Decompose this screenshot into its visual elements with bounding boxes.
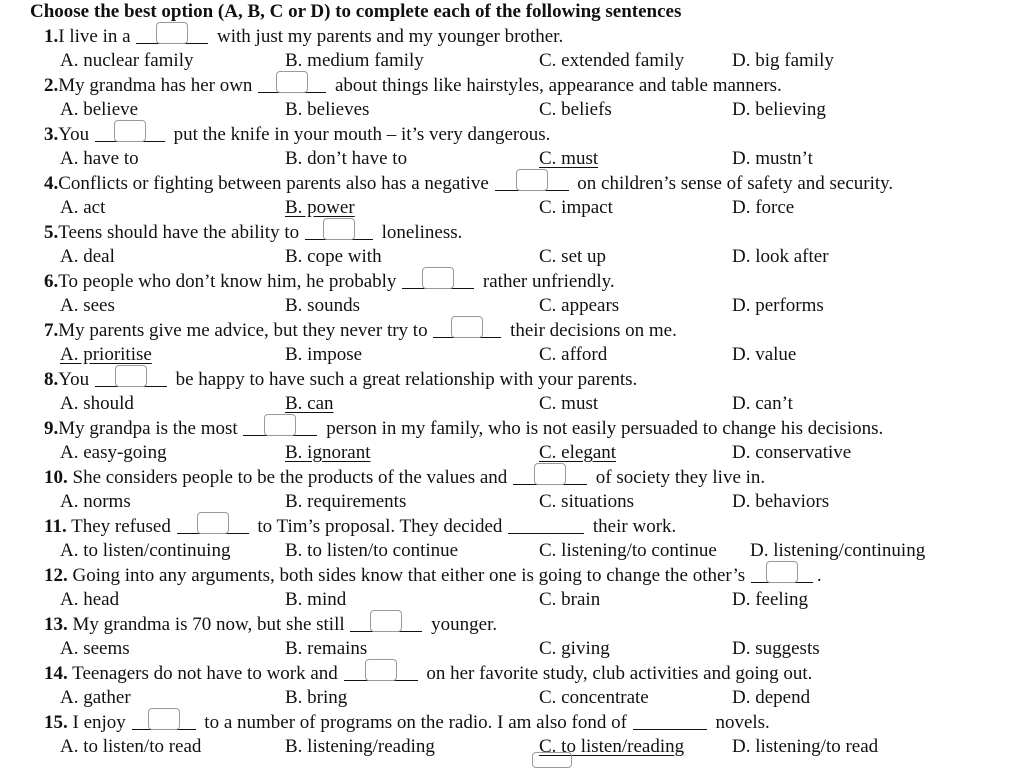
question-6 (44, 270, 615, 295)
answer-blank[interactable] (132, 711, 196, 730)
option-b[interactable]: B. listening/reading (285, 736, 435, 757)
answer-blank[interactable] (513, 466, 587, 485)
question-number: 7. (44, 319, 59, 341)
option-c[interactable]: C. to listen/reading (539, 736, 685, 757)
question-stem: Teens should have the ability to (58, 221, 300, 243)
question-number: 14. (44, 662, 68, 684)
question-stem: My grandma has her own (58, 74, 253, 96)
question-stem: You (58, 368, 90, 390)
question-3 (44, 123, 550, 148)
question-number: 13. (44, 613, 68, 635)
option-b[interactable]: B. remains (285, 638, 368, 659)
answer-blank[interactable] (495, 172, 569, 191)
option-d[interactable]: D. big family (732, 50, 834, 71)
option-a[interactable]: A. seems (60, 638, 130, 659)
question-stem: To people who don’t know him, he probably (58, 270, 397, 292)
question-stem-end: about things like hairstyles, appearance and table manners. (334, 74, 782, 96)
option-c[interactable]: C. set up (539, 246, 607, 267)
question-stem-end: their decisions on me. (510, 319, 677, 341)
option-a[interactable]: A. head (60, 589, 120, 610)
question-stem-end: on children’s sense of safety and security. (577, 172, 894, 194)
question-stem: Teenagers do not have to work and (72, 662, 338, 684)
partial-answer-box (532, 752, 572, 768)
question-number: 6. (44, 270, 59, 292)
answer-blank-2[interactable] (508, 515, 584, 534)
question-stem-end: younger. (431, 613, 498, 635)
instruction-heading: Choose the best option (A, B, C or D) to complete each of the following sentences (30, 1, 682, 22)
option-a[interactable]: A. sees (60, 295, 115, 316)
question-stem-end: be happy to have such a great relationship with your parents. (175, 368, 638, 390)
option-b[interactable]: B. requirements (285, 491, 407, 512)
option-a[interactable]: A. to listen/continuing (60, 540, 231, 561)
option-a[interactable]: A. believe (60, 99, 139, 120)
option-b[interactable]: B. power (285, 197, 355, 218)
option-a[interactable]: A. deal (60, 246, 115, 267)
question-13 (44, 613, 497, 638)
option-d[interactable]: D. look after (732, 246, 829, 267)
question-stem-end: on her favorite study, club activities and going out. (426, 662, 813, 684)
option-c[interactable]: C. concentrate (539, 687, 649, 708)
question-number: 1. (44, 25, 59, 47)
answer-blank[interactable] (136, 25, 208, 44)
question-stem-end: rather unfriendly. (482, 270, 615, 292)
option-a[interactable]: A. prioritise (60, 344, 152, 365)
answer-blank[interactable] (95, 368, 167, 387)
option-a[interactable]: A. easy-going (60, 442, 167, 463)
option-c[interactable]: C. must (539, 148, 599, 169)
question-12 (44, 564, 822, 589)
question-stem: You (58, 123, 90, 145)
question-1 (44, 25, 563, 50)
question-stem-end: with just my parents and my younger brother. (217, 25, 564, 47)
question-stem: I live in a (58, 25, 131, 47)
option-d[interactable]: D. feeling (732, 589, 808, 610)
option-b[interactable]: B. cope with (285, 246, 382, 267)
option-d[interactable]: D. mustn’t (732, 148, 813, 169)
option-d[interactable]: D. listening/continuing (750, 540, 926, 561)
question-stem: My grandma is 70 now, but she still (72, 613, 345, 635)
question-number: 11. (44, 515, 67, 537)
question-2 (44, 74, 782, 99)
question-number: 15. (44, 711, 68, 733)
option-d[interactable]: D. force (732, 197, 795, 218)
option-b[interactable]: B. to listen/to continue (285, 540, 459, 561)
answer-blank[interactable] (177, 515, 249, 534)
option-c[interactable]: C. beliefs (539, 99, 612, 120)
question-number: 3. (44, 123, 59, 145)
question-number: 8. (44, 368, 59, 390)
question-number: 4. (44, 172, 59, 194)
question-stem: My grandpa is the most (58, 417, 238, 439)
option-c[interactable]: C. giving (539, 638, 610, 659)
question-number: 10. (44, 466, 68, 488)
option-a[interactable]: A. have to (60, 148, 139, 169)
question-number: 2. (44, 74, 59, 96)
option-c[interactable]: C. brain (539, 589, 601, 610)
question-stem-end: loneliness. (381, 221, 463, 243)
question-8 (44, 368, 637, 393)
question-10 (44, 466, 765, 491)
option-d[interactable]: D. believing (732, 99, 826, 120)
option-b[interactable]: B. bring (285, 687, 348, 708)
answer-blank[interactable] (305, 221, 373, 240)
question-number: 9. (44, 417, 59, 439)
option-c[interactable]: C. must (539, 393, 599, 414)
answer-blank[interactable] (751, 564, 813, 583)
option-a[interactable]: A. norms (60, 491, 131, 512)
question-14 (44, 662, 812, 687)
option-a[interactable]: A. nuclear family (60, 50, 194, 71)
option-a[interactable]: A. should (60, 393, 134, 414)
option-b[interactable]: B. medium family (285, 50, 424, 71)
option-c[interactable]: C. situations (539, 491, 635, 512)
option-d[interactable]: D. depend (732, 687, 811, 708)
answer-blank[interactable] (95, 123, 165, 142)
option-d[interactable]: D. can’t (732, 393, 793, 414)
answer-blank[interactable] (258, 74, 326, 93)
option-a[interactable]: A. act (60, 197, 106, 218)
question-5 (44, 221, 462, 246)
answer-blank[interactable] (350, 613, 422, 632)
option-a[interactable]: A. gather (60, 687, 131, 708)
option-b[interactable]: B. sounds (285, 295, 360, 316)
option-d[interactable]: D. conservative (732, 442, 852, 463)
question-9 (44, 417, 883, 442)
option-a[interactable]: A. to listen/to read (60, 736, 202, 757)
answer-blank[interactable] (402, 270, 474, 289)
option-c[interactable]: C. impact (539, 197, 613, 218)
question-11 (44, 515, 676, 540)
question-number: 12. (44, 564, 68, 586)
option-d[interactable]: D. behaviors (732, 491, 830, 512)
question-15 (44, 711, 770, 736)
question-stem-end: person in my family, who is not easily persuaded to change his decisions. (326, 417, 884, 439)
question-stem: They refused (71, 515, 171, 537)
question-stem-end: put the knife in your mouth – it’s very dangerous. (173, 123, 551, 145)
question-stem: I enjoy (72, 711, 126, 733)
question-7 (44, 319, 677, 344)
question-stem-middle: to a number of programs on the radio. I am also fond of (204, 711, 627, 733)
option-c[interactable]: C. extended family (539, 50, 685, 71)
question-number: 5. (44, 221, 59, 243)
question-stem-middle: to Tim’s proposal. They decided (257, 515, 503, 537)
question-stem-end: of society they live in. (595, 466, 766, 488)
option-d[interactable]: D. performs (732, 295, 824, 316)
option-c[interactable]: C. appears (539, 295, 620, 316)
option-c[interactable]: C. elegant (539, 442, 617, 463)
question-4 (44, 172, 893, 197)
answer-blank-2[interactable] (633, 711, 707, 730)
option-b[interactable]: B. don’t have to (285, 148, 408, 169)
option-d[interactable]: D. value (732, 344, 797, 365)
option-c[interactable]: C. afford (539, 344, 608, 365)
question-stem-end: novels. (715, 711, 770, 733)
answer-blank[interactable] (243, 417, 317, 436)
answer-blank[interactable] (433, 319, 501, 338)
question-stem: My parents give me advice, but they never try to (58, 319, 428, 341)
question-stem-end: their work. (592, 515, 677, 537)
option-b[interactable]: B. can (285, 393, 334, 414)
option-b[interactable]: B. ignorant (285, 442, 371, 463)
answer-blank[interactable] (344, 662, 418, 681)
option-b[interactable]: B. mind (285, 589, 347, 610)
option-b[interactable]: B. impose (285, 344, 363, 365)
question-stem: Conflicts or fighting between parents also has a negative (58, 172, 489, 194)
question-stem: Going into any arguments, both sides know that either one is going to change the other’s (72, 564, 746, 586)
option-b[interactable]: B. believes (285, 99, 370, 120)
question-stem: She considers people to be the products of the values and (72, 466, 508, 488)
question-stem-end: . (816, 564, 822, 586)
option-d[interactable]: D. listening/to read (732, 736, 879, 757)
option-c[interactable]: C. listening/to continue (539, 540, 717, 561)
option-d[interactable]: D. suggests (732, 638, 820, 659)
